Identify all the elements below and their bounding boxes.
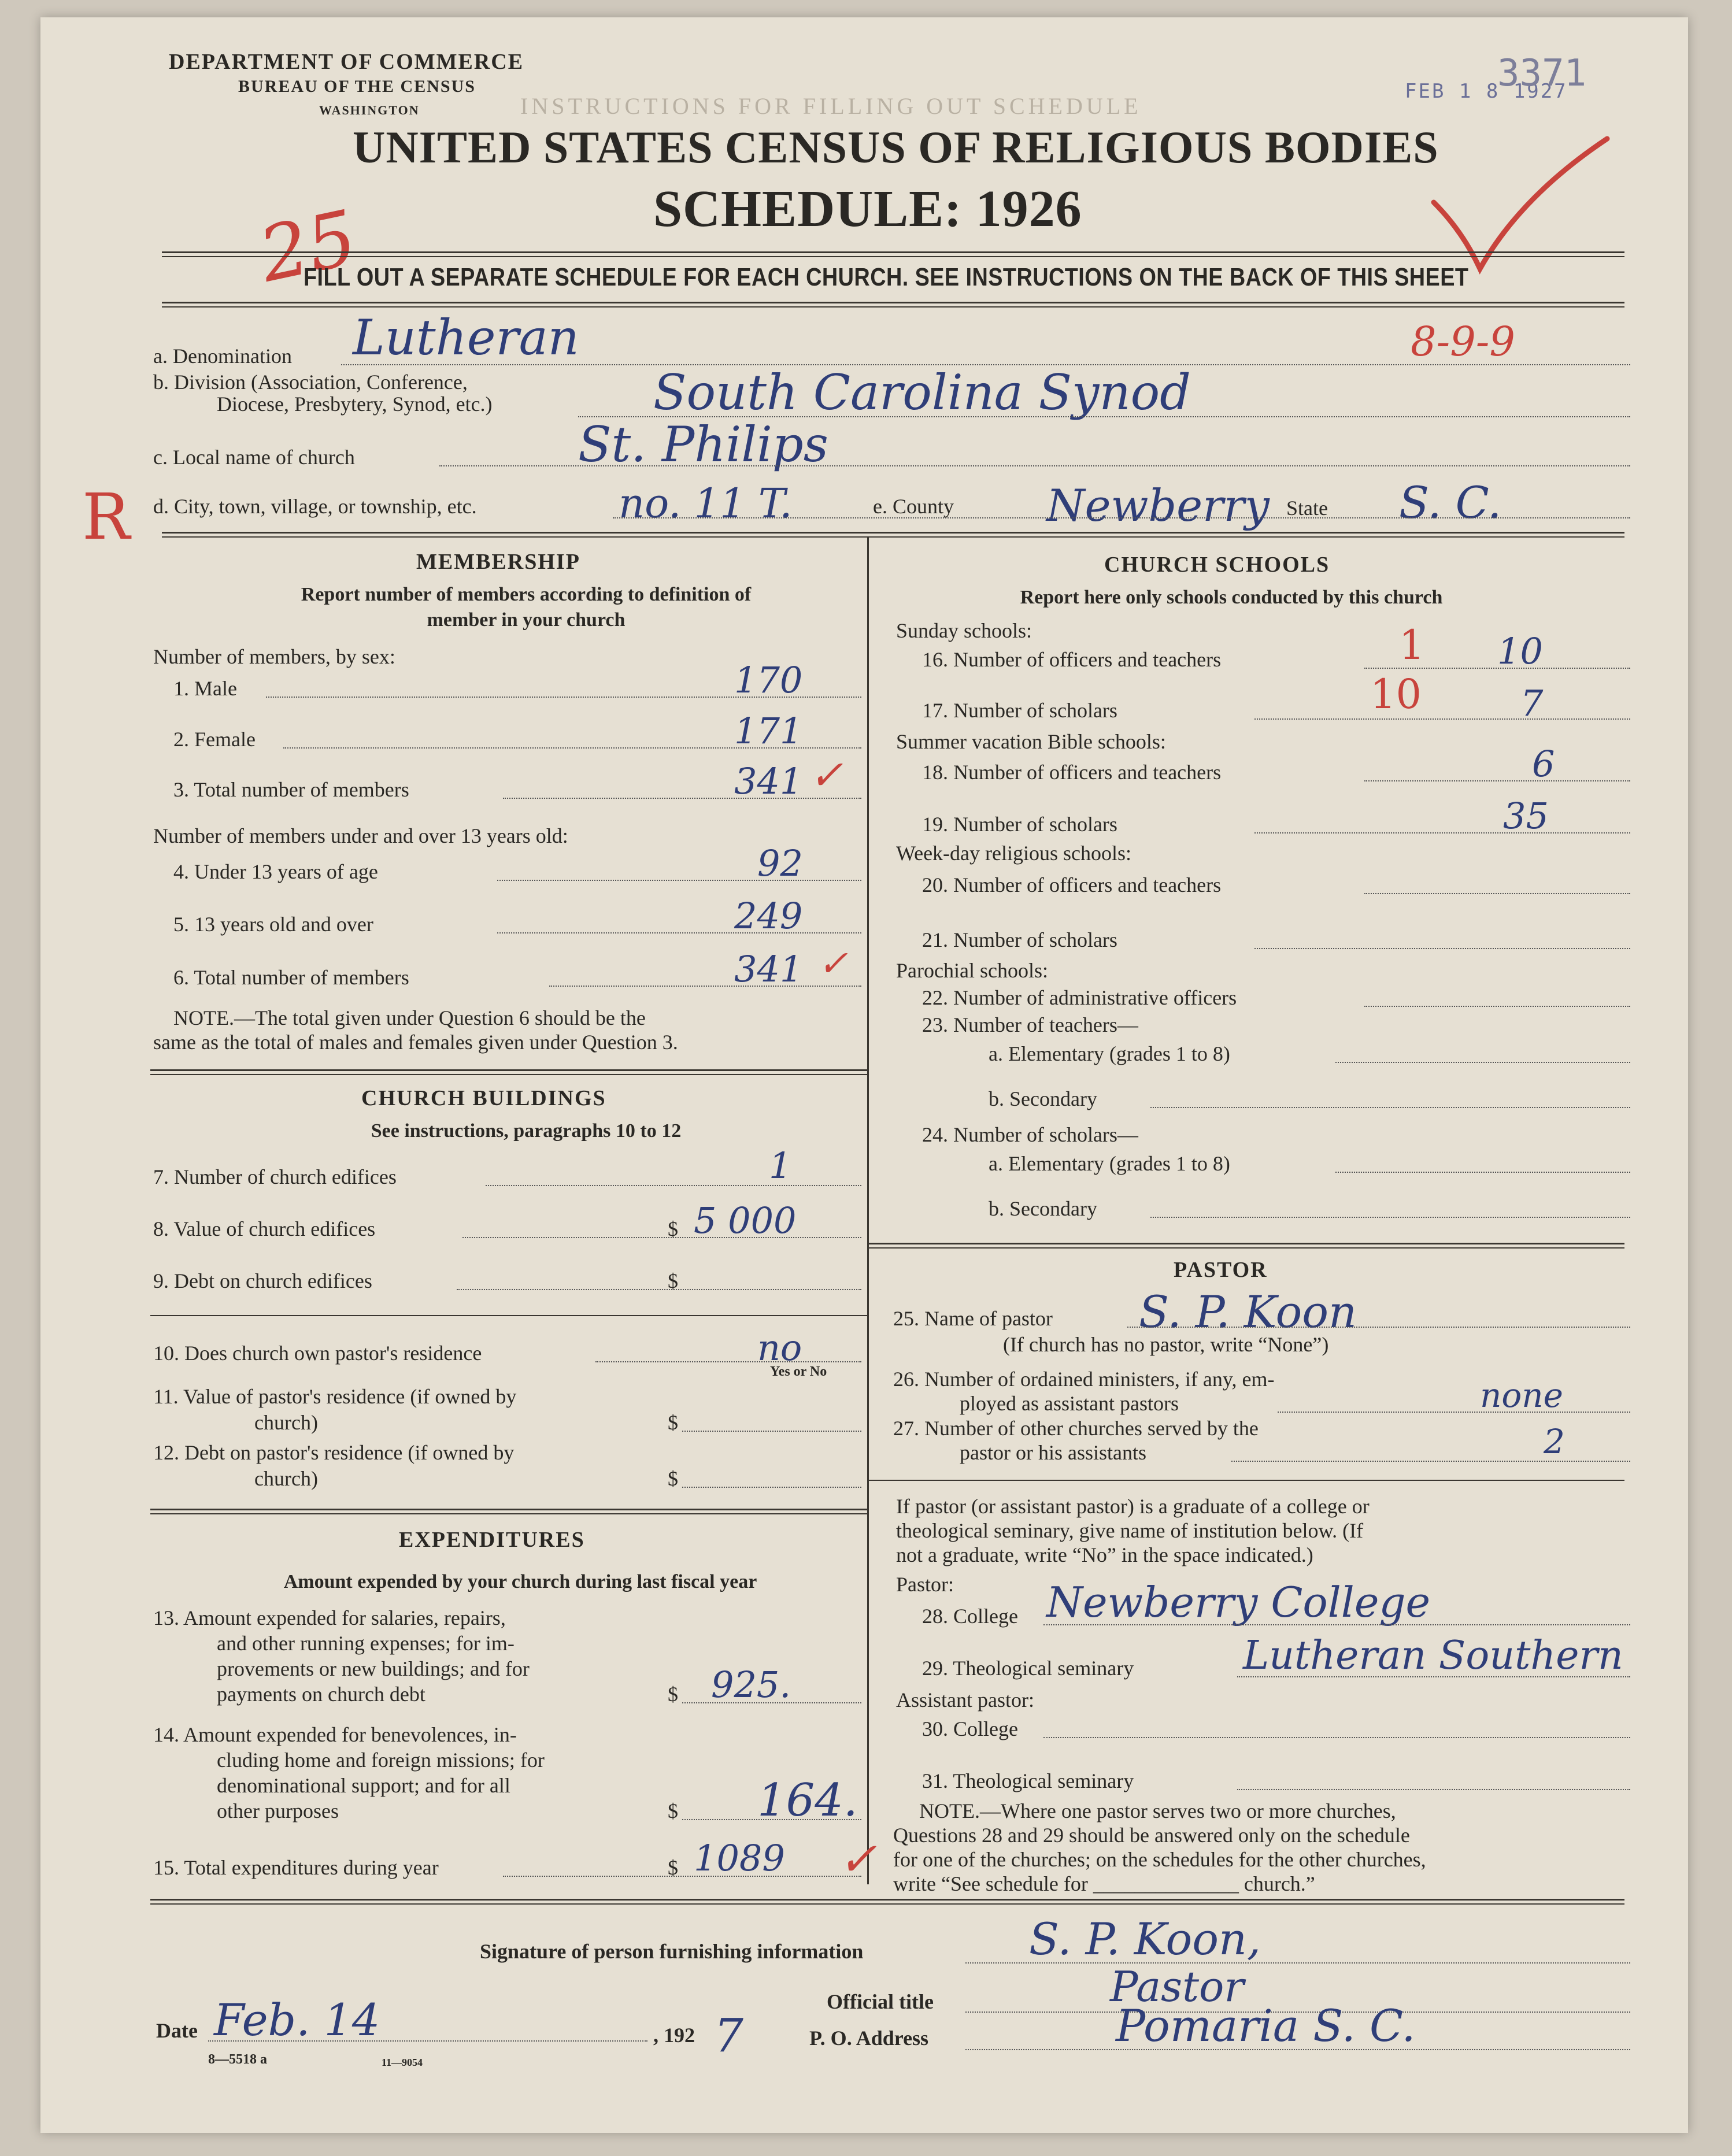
official-title-label: Official title — [827, 1990, 934, 2013]
city-value: no. 11 T. — [619, 480, 793, 527]
q16-red-value: 1 — [1399, 621, 1425, 669]
membership-subtitle-1: Report number of members according to definition of — [301, 584, 752, 605]
q14-label-3: denominational support; and for all — [217, 1774, 510, 1797]
q14-label-1: 14. Amount expended for benevolences, in- — [153, 1723, 517, 1746]
q13-label-3: provements or new buildings; and for — [217, 1657, 530, 1680]
signature-value: S. P. Koon, — [1029, 1913, 1261, 1965]
q14-label-4: other purposes — [217, 1799, 339, 1822]
q8-dollar: $ — [668, 1217, 678, 1240]
q16-label: 16. Number of officers and teachers — [922, 648, 1222, 671]
form-number: 8—5518 a — [208, 2052, 267, 2067]
q4-under-13-value: 92 — [757, 842, 803, 884]
expenditures-subtitle: Amount expended by your church during last fiscal year — [283, 1571, 757, 1592]
q17-red-value: 10 — [1370, 670, 1422, 718]
q5-over-13-value: 249 — [734, 895, 803, 937]
q11-dollar: $ — [668, 1411, 678, 1434]
denomination-value: Lutheran — [353, 309, 579, 366]
q24a-label: a. Elementary (grades 1 to 8) — [989, 1152, 1230, 1175]
q25-label: 25. Name of pastor — [893, 1307, 1053, 1330]
q24b-label: b. Secondary — [989, 1197, 1097, 1220]
pastor-note-1: NOTE.—Where one pastor serves two or more churches, — [919, 1799, 1396, 1822]
q16-value: 10 — [1497, 630, 1543, 672]
po-address-value: Pomaria S. C. — [1116, 2000, 1416, 2051]
membership-subtitle-2: member in your church — [427, 609, 626, 631]
q29-seminary-value: Lutheran Southern — [1243, 1633, 1623, 1679]
buildings-heading: CHURCH BUILDINGS — [361, 1086, 606, 1110]
pastor-subhead: Pastor: — [896, 1573, 954, 1596]
bureau-name: BUREAU OF THE CENSUS — [238, 77, 476, 96]
q17-label: 17. Number of scholars — [922, 699, 1117, 722]
pastor-note-4: write “See schedule for ______________ church.” — [893, 1872, 1315, 1895]
q10-residence-value: no — [757, 1327, 802, 1369]
instruction-banner: FILL OUT A SEPARATE SCHEDULE FOR EACH CHURCH. SEE INSTRUCTIONS ON THE BACK OF THIS SHEET — [304, 263, 1469, 291]
q13-dollar: $ — [668, 1683, 678, 1706]
red-check-mark-icon — [1428, 127, 1613, 277]
assistant-pastor-subhead: Assistant pastor: — [896, 1688, 1034, 1712]
parochial-schools-label: Parochial schools: — [896, 959, 1048, 982]
county-label: e. County — [873, 495, 954, 518]
q26-label-2: ployed as assistant pastors — [960, 1392, 1179, 1415]
q24-label: 24. Number of scholars— — [922, 1123, 1138, 1146]
q26-label-1: 26. Number of ordained ministers, if any, em- — [893, 1368, 1275, 1391]
schools-heading: CHURCH SCHOOLS — [1104, 553, 1330, 577]
q7-edifices-label: 7. Number of church edifices — [153, 1165, 397, 1188]
q3-check-mark: ✓ — [809, 751, 843, 799]
q13-label-4: payments on church debt — [217, 1683, 425, 1706]
q15-amount: 1089 — [694, 1837, 785, 1879]
q1-male-value: 170 — [734, 659, 803, 701]
q18-label: 18. Number of officers and teachers — [922, 761, 1222, 784]
q2-female-value: 171 — [734, 710, 803, 752]
pastor-note-3: for one of the churches; on the schedules for the other churches, — [893, 1848, 1426, 1871]
members-by-sex-label: Number of members, by sex: — [153, 645, 395, 668]
q19-value: 35 — [1503, 795, 1549, 837]
q12-label-2: church) — [254, 1467, 318, 1490]
red-mark-top-left: 25 — [252, 193, 364, 299]
membership-heading: MEMBERSHIP — [416, 550, 580, 574]
q19-label: 19. Number of scholars — [922, 813, 1117, 836]
q22-label: 22. Number of administrative officers — [922, 986, 1237, 1009]
church-name-value: St. Philips — [578, 416, 828, 473]
form-title: UNITED STATES CENSUS OF RELIGIOUS BODIES — [353, 122, 1439, 172]
census-schedule-sheet — [40, 17, 1688, 2133]
q12-dollar: $ — [668, 1467, 678, 1490]
official-title-value: Pastor — [1110, 1962, 1244, 2011]
signature-label: Signature of person furnishing information — [480, 1940, 864, 1963]
q3-total-value: 341 — [734, 760, 803, 802]
red-mark-r: R — [82, 480, 130, 554]
q30-label: 30. College — [922, 1717, 1018, 1740]
year-prefix: , 192 — [653, 2024, 695, 2047]
q23-label: 23. Number of teachers— — [922, 1013, 1138, 1036]
summer-schools-label: Summer vacation Bible schools: — [896, 730, 1166, 753]
department-name: DEPARTMENT OF COMMERCE — [169, 50, 524, 74]
denomination-label: a. Denomination — [153, 344, 292, 368]
q1-male-label: 1. Male — [173, 677, 237, 700]
membership-note-2: same as the total of males and females given under Question 3. — [153, 1031, 678, 1054]
q13-amount: 925. — [711, 1664, 791, 1706]
q7-edifices-value: 1 — [769, 1144, 792, 1187]
date-label: Date — [156, 2019, 198, 2042]
q14-dollar: $ — [668, 1799, 678, 1822]
county-value: Newberry — [1046, 480, 1270, 531]
city-label: d. City, town, village, or township, etc. — [153, 495, 477, 518]
division-value: South Carolina Synod — [653, 364, 1191, 421]
q14-label-2: cluding home and foreign missions; for — [217, 1748, 545, 1772]
division-label-2: Diocese, Presbytery, Synod, etc.) — [217, 392, 493, 416]
buildings-subtitle: See instructions, paragraphs 10 to 12 — [371, 1120, 682, 1142]
q6-total-label: 6. Total number of members — [173, 966, 409, 989]
red-mark-code: 8-9-9 — [1411, 318, 1515, 365]
graduate-instr-2: theological seminary, give name of institution below. (If — [896, 1519, 1364, 1542]
q15-check-mark: ✓ — [838, 1832, 878, 1886]
q8-value-amount: 5 000 — [694, 1199, 797, 1242]
graduate-instr-1: If pastor (or assistant pastor) is a graduate of a college or — [896, 1495, 1370, 1518]
q9-debt-label: 9. Debt on church edifices — [153, 1269, 372, 1292]
schools-subtitle: Report here only schools conducted by this church — [1020, 587, 1443, 608]
q27-label-2: pastor or his assistants — [960, 1441, 1146, 1464]
q8-value-label: 8. Value of church edifices — [153, 1217, 376, 1240]
q13-label-1: 13. Amount expended for salaries, repairs, — [153, 1606, 506, 1629]
q11-label-2: church) — [254, 1411, 318, 1434]
po-address-label: P. O. Address — [809, 2027, 929, 2050]
reverse-ghost-text: INSTRUCTIONS FOR FILLING OUT SCHEDULE — [520, 93, 1142, 119]
pastor-heading: PASTOR — [1174, 1258, 1268, 1282]
q11-label-1: 11. Value of pastor's residence (if owned by — [153, 1385, 517, 1408]
q28-college-value: Newberry College — [1046, 1578, 1431, 1627]
q15-dollar: $ — [668, 1856, 678, 1879]
year-value: 7 — [714, 2009, 743, 2062]
q23a-label: a. Elementary (grades 1 to 8) — [989, 1042, 1230, 1065]
q25-pastor-name: S. P. Koon — [1139, 1286, 1357, 1338]
q27-label-1: 27. Number of other churches served by the — [893, 1417, 1259, 1440]
q6-total-value: 341 — [734, 948, 803, 990]
q29-label: 29. Theological seminary — [922, 1657, 1134, 1680]
q31-label: 31. Theological seminary — [922, 1769, 1134, 1792]
q12-label-1: 12. Debt on pastor's residence (if owned by — [153, 1441, 515, 1464]
q21-label: 21. Number of scholars — [922, 928, 1117, 951]
q18-value: 6 — [1532, 743, 1555, 785]
q9-dollar: $ — [668, 1269, 678, 1292]
yes-or-no-hint: Yes or No — [770, 1364, 827, 1379]
state-label: State — [1286, 497, 1328, 520]
sunday-schools-label: Sunday schools: — [896, 619, 1032, 642]
q4-under-13-label: 4. Under 13 years of age — [173, 860, 378, 883]
membership-note-1: NOTE.—The total given under Question 6 should be the — [173, 1006, 646, 1029]
state-value: S. C. — [1399, 477, 1502, 528]
print-number: 11—9054 — [382, 2057, 423, 2068]
q17-value: 7 — [1520, 682, 1544, 724]
q26-value: none — [1480, 1376, 1563, 1415]
bureau-city: WASHINGTON — [319, 103, 420, 117]
church-name-label: c. Local name of church — [153, 446, 355, 469]
graduate-instr-3: not a graduate, write “No” in the space indicated.) — [896, 1543, 1313, 1566]
q23b-label: b. Secondary — [989, 1087, 1097, 1110]
q27-value: 2 — [1544, 1422, 1565, 1461]
q6-check-mark: ✓ — [818, 942, 848, 984]
q10-residence-label: 10. Does church own pastor's residence — [153, 1342, 482, 1365]
q15-label: 15. Total expenditures during year — [153, 1856, 439, 1879]
date-value: Feb. 14 — [214, 1994, 380, 2046]
file-number-stamp: 3371 — [1497, 52, 1587, 95]
q28-label: 28. College — [922, 1605, 1018, 1628]
q5-over-13-label: 5. 13 years old and over — [173, 913, 373, 936]
q14-amount: 164. — [757, 1775, 858, 1827]
expenditures-heading: EXPENDITURES — [399, 1528, 585, 1552]
q3-total-label: 3. Total number of members — [173, 778, 409, 801]
pastor-note-2: Questions 28 and 29 should be answered only on the schedule — [893, 1824, 1410, 1847]
members-by-age-label: Number of members under and over 13 years old: — [153, 824, 568, 847]
weekday-schools-label: Week-day religious schools: — [896, 842, 1132, 865]
received-date-stamp: FEB 1 8 1927 — [1405, 80, 1568, 103]
q25-note: (If church has no pastor, write “None”) — [1003, 1333, 1329, 1356]
q20-label: 20. Number of officers and teachers — [922, 873, 1222, 897]
q2-female-label: 2. Female — [173, 728, 256, 751]
division-label-1: b. Division (Association, Conference, — [153, 371, 468, 394]
q13-label-2: and other running expenses; for im- — [217, 1632, 515, 1655]
form-subtitle: SCHEDULE: 1926 — [653, 180, 1082, 238]
